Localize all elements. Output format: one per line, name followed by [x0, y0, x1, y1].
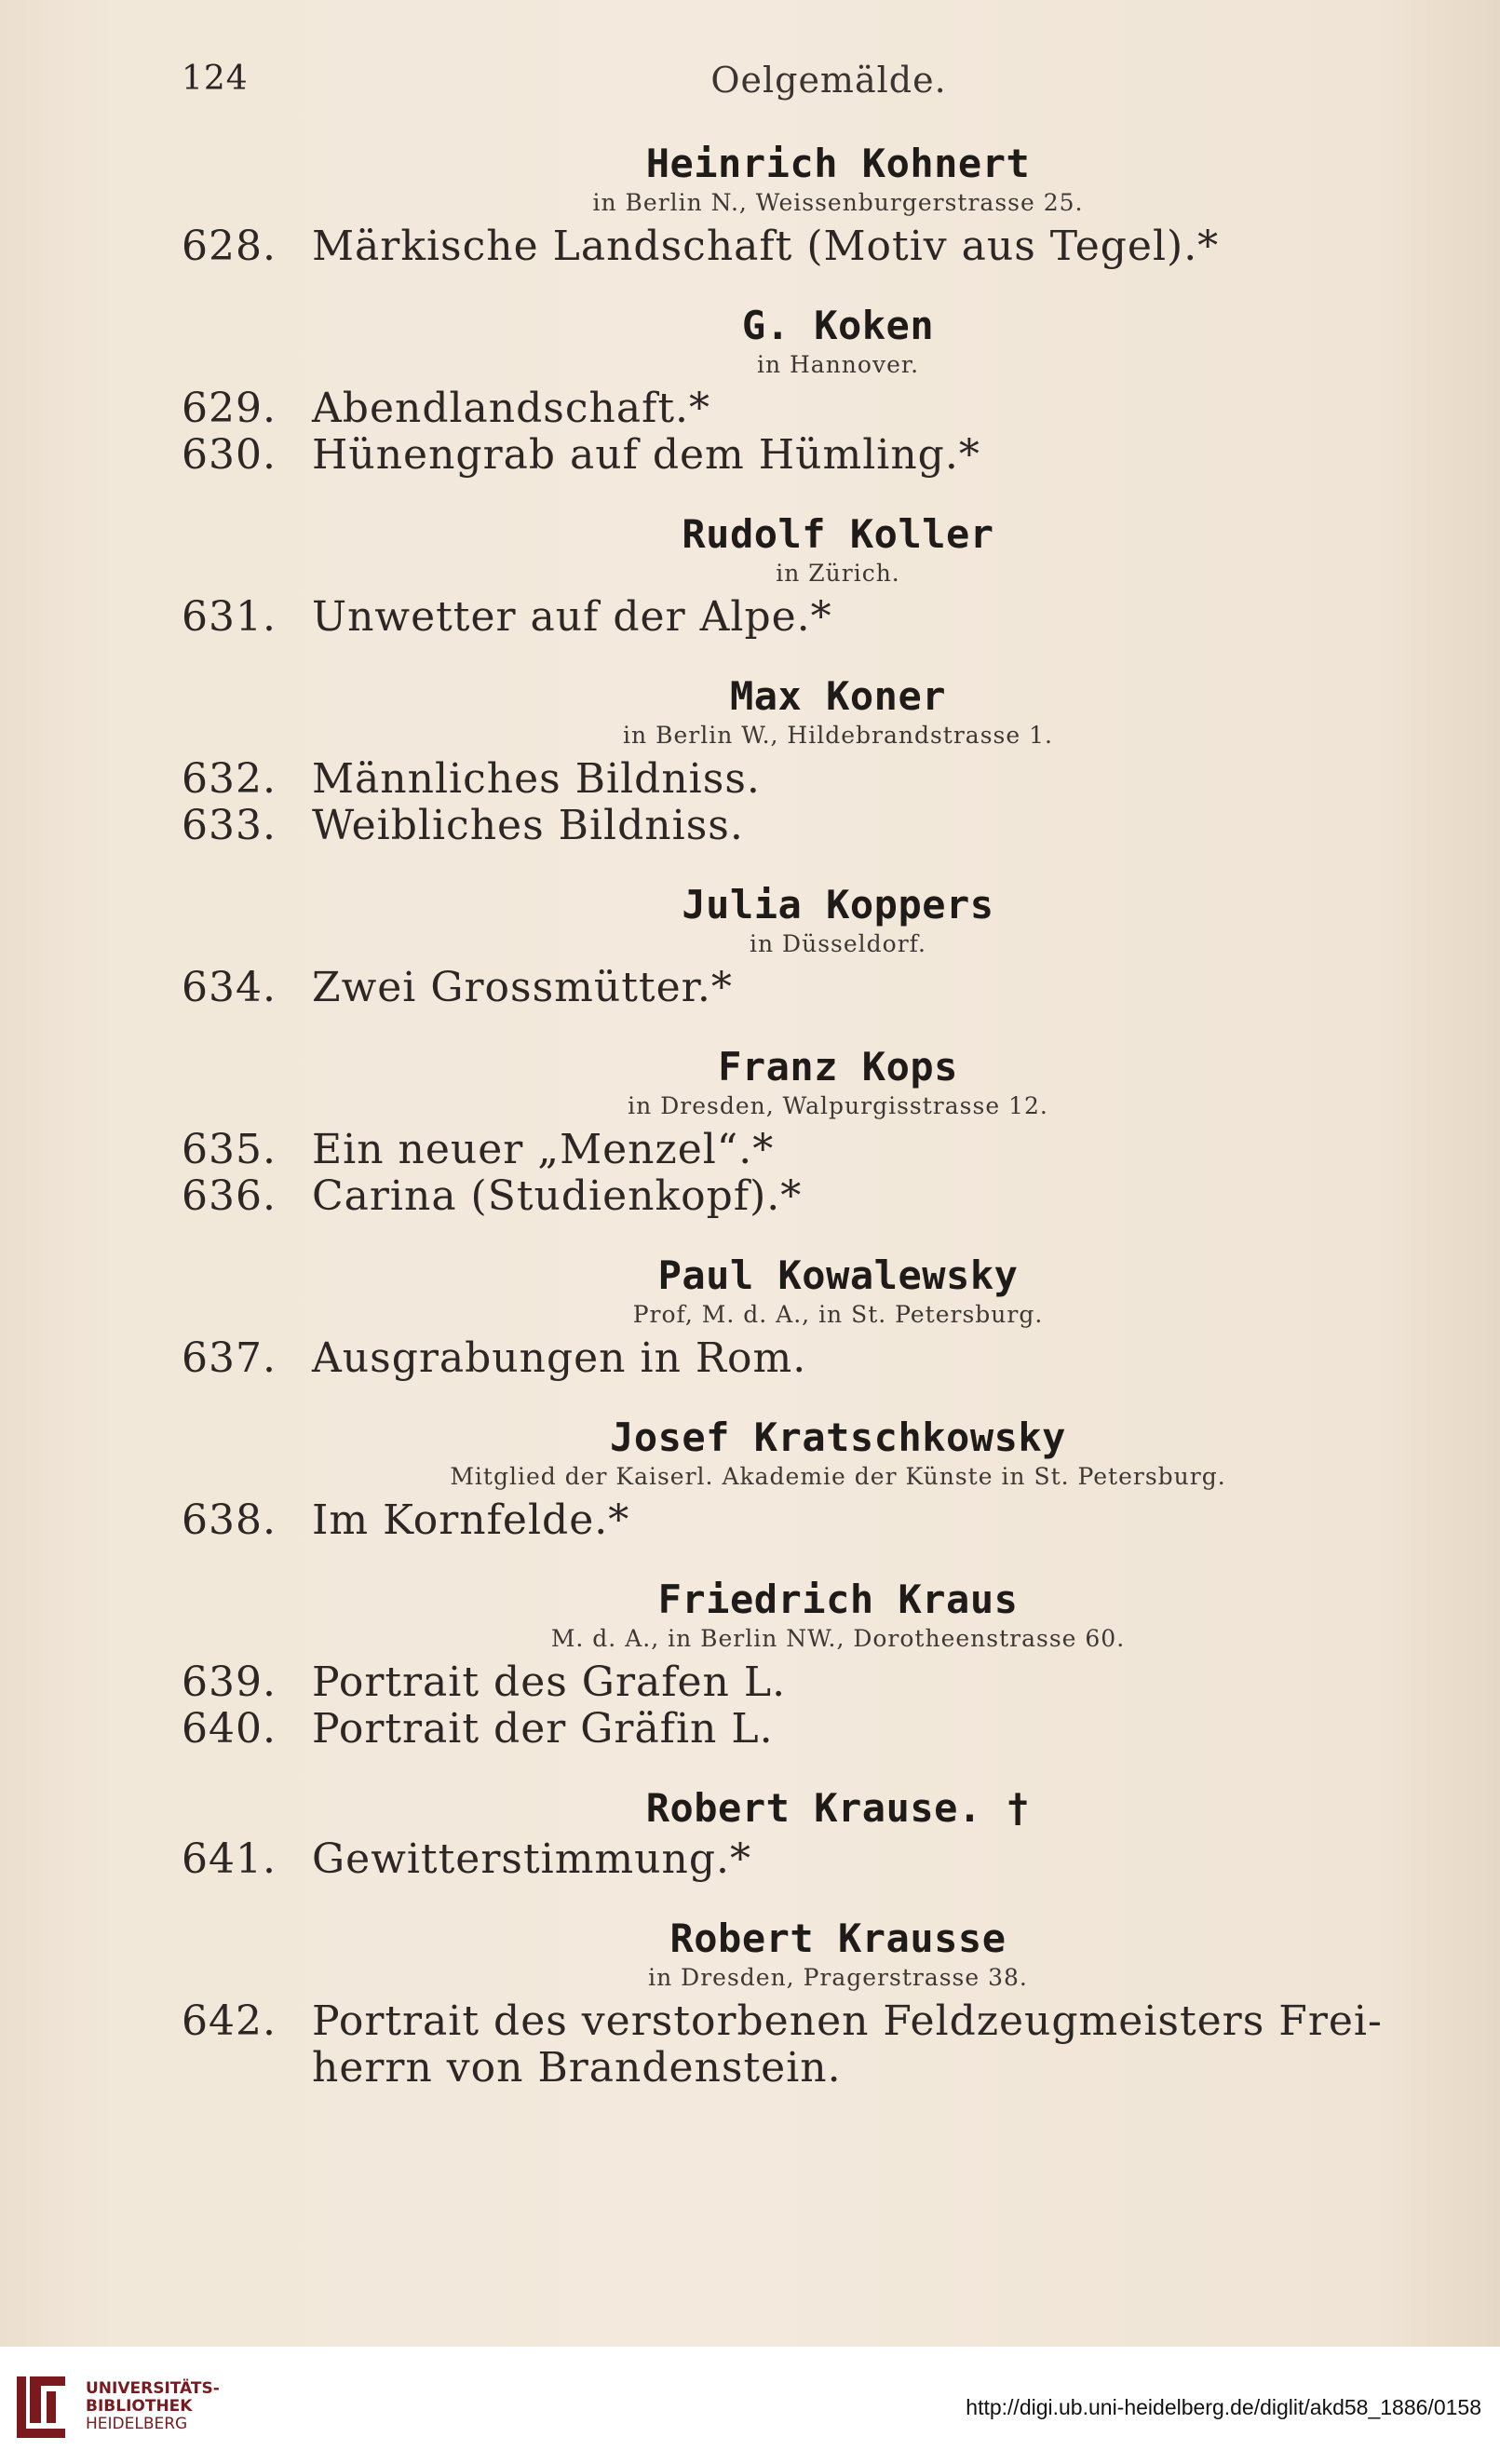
catalog-work-item: [182, 803, 1411, 849]
page-number: 124: [182, 60, 249, 98]
artist-entry: [182, 1784, 1411, 1883]
source-url-link[interactable]: http://digi.ub.uni-heidelberg.de/diglit/akd58_1886/0158: [966, 2395, 1481, 2419]
catalog-work-item: [182, 1659, 1411, 1706]
catalog-work-item: [182, 1173, 1411, 1220]
artist-entry: [182, 1252, 1411, 1382]
artist-location: in Berlin W., Hildebrandstrasse 1.: [623, 722, 1053, 749]
artist-name: Paul Kowalewsky: [657, 1252, 1019, 1298]
artist-name: Josef Kratschkowsky: [610, 1415, 1066, 1460]
artist-entry: [182, 1915, 1411, 2092]
work-number: 638.: [182, 1496, 277, 1544]
work-title: Männliches Bildniss.: [312, 755, 761, 803]
artist-location: in Hannover.: [756, 351, 920, 378]
artist-location: in Dresden, Walpurgisstrasse 12.: [628, 1092, 1048, 1119]
work-title: Portrait der Gräfin L.: [312, 1705, 774, 1753]
work-number: 631.: [182, 593, 277, 641]
catalog-work-item: [182, 1998, 1411, 2092]
library-logo-icon: [13, 2363, 69, 2447]
artist-location: Mitglied der Kaiserl. Akademie der Künste in St. Petersburg.: [450, 1463, 1226, 1490]
work-number: 632.: [182, 755, 277, 803]
catalog-work-item: [182, 1127, 1411, 1173]
work-number: 642.: [182, 1997, 277, 2045]
library-name-line1: UNIVERSITÄTS-: [86, 2379, 220, 2398]
work-title: Hünengrab auf dem Hümling.*: [312, 431, 980, 479]
work-title-continuation: herrn von Brandenstein.: [312, 2044, 842, 2092]
work-number: 634.: [182, 964, 277, 1011]
artist-entry: [182, 302, 1411, 479]
artist-name: Franz Kops: [718, 1044, 958, 1090]
library-name: [86, 2380, 220, 2433]
artist-name: G. Koken: [741, 303, 935, 348]
work-title: Unwetter auf der Alpe.*: [312, 593, 832, 641]
catalog-work-item: [182, 1836, 1411, 1883]
catalog-work-item: [182, 432, 1411, 479]
catalog-work-item: [182, 965, 1411, 1011]
artist-name: Julia Koppers: [682, 882, 994, 927]
artist-location: Prof, M. d. A., in St. Petersburg.: [632, 1301, 1044, 1328]
artist-name: Robert Krause. †: [645, 1785, 1031, 1831]
work-title: Märkische Landschaft (Motiv aus Tegel).*: [312, 223, 1220, 270]
digitization-footer: [0, 2347, 1500, 2464]
work-number: 628.: [182, 223, 277, 270]
artist-name: Max Koner: [729, 673, 947, 719]
library-name-line3: HEIDELBERG: [86, 2415, 188, 2433]
work-title: Ein neuer „Menzel“.*: [312, 1126, 775, 1173]
work-title: Portrait des verstorbenen Feldzeugmeisters Frei-: [312, 1997, 1383, 2045]
catalog-work-item: [182, 756, 1411, 803]
catalog-work-item: [182, 1335, 1411, 1382]
artist-name: Heinrich Kohnert: [645, 141, 1031, 186]
artist-name: Robert Krausse: [669, 1916, 1007, 1961]
work-number: 636.: [182, 1172, 277, 1220]
work-title: Ausgrabungen in Rom.: [312, 1334, 807, 1382]
work-number: 639.: [182, 1658, 277, 1706]
work-title: Portrait des Grafen L.: [312, 1658, 787, 1706]
library-name-line2: BIBLIOTHEK: [86, 2397, 193, 2416]
artist-entry: [182, 510, 1411, 641]
running-title: Oelgemälde.: [710, 60, 947, 101]
artist-entry: [182, 140, 1411, 270]
catalog-work-item: [182, 594, 1411, 641]
work-number: 637.: [182, 1334, 277, 1382]
artist-entry: [182, 881, 1411, 1011]
work-number: 629.: [182, 385, 277, 432]
work-title: Gewitterstimmung.*: [312, 1835, 751, 1883]
catalog-entries: [182, 140, 1411, 2092]
catalog-work-item: [182, 1706, 1411, 1753]
work-number: 641.: [182, 1835, 277, 1883]
work-title: Weibliches Bildniss.: [312, 802, 744, 849]
work-title: Zwei Grossmütter.*: [312, 964, 733, 1011]
work-title: Carina (Studienkopf).*: [312, 1172, 803, 1220]
work-number: 630.: [182, 431, 277, 479]
work-number: 635.: [182, 1126, 277, 1173]
catalog-work-item: [182, 223, 1411, 270]
work-number: 633.: [182, 802, 277, 849]
work-title: Abendlandschaft.*: [312, 385, 711, 432]
artist-entry: [182, 1414, 1411, 1544]
artist-entry: [182, 672, 1411, 849]
catalog-work-item: [182, 386, 1411, 432]
artist-name: Friedrich Kraus: [657, 1577, 1019, 1622]
artist-entry: [182, 1576, 1411, 1753]
artist-location: in Berlin N., Weissenburgerstrasse 25.: [592, 189, 1084, 216]
artist-name: Rudolf Koller: [682, 511, 994, 557]
catalog-work-item: [182, 1497, 1411, 1544]
work-title: Im Kornfelde.*: [312, 1496, 630, 1544]
artist-location: M. d. A., in Berlin NW., Dorotheenstrasse 60.: [550, 1625, 1126, 1652]
artist-entry: [182, 1043, 1411, 1220]
artist-location: in Zürich.: [776, 560, 900, 587]
artist-location: in Dresden, Pragerstrasse 38.: [648, 1964, 1028, 1991]
artist-location: in Düsseldorf.: [750, 930, 926, 957]
work-number: 640.: [182, 1705, 277, 1753]
page-header: [182, 60, 1411, 106]
